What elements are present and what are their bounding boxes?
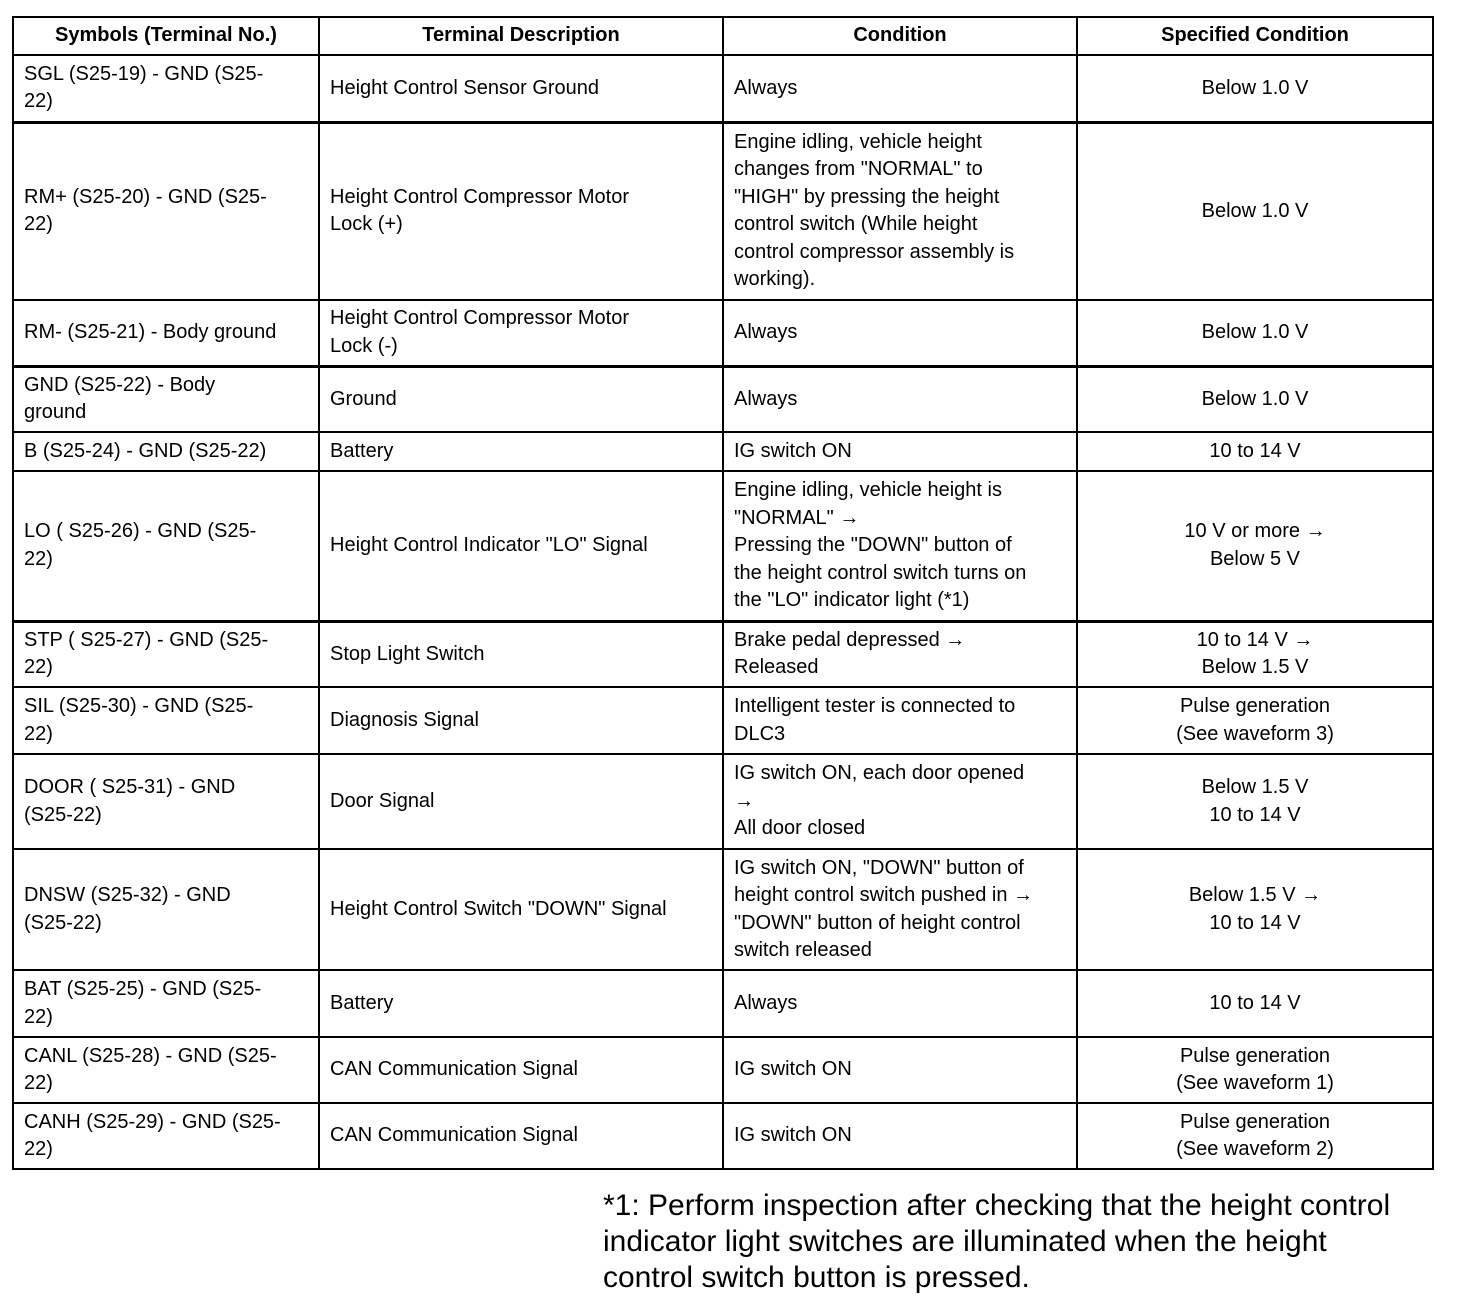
header-condition: Condition: [723, 17, 1077, 55]
cell-specified: Below 1.0 V: [1077, 55, 1433, 122]
cell-symbol: RM- (S25-21) - Body ground: [13, 300, 319, 366]
table-row: [13, 849, 1433, 970]
cell-specified: Pulse generation (See waveform 3): [1077, 687, 1433, 754]
cell-description: Height Control Compressor Motor Lock (-): [319, 300, 723, 366]
cell-symbol: GND (S25-22) - Body ground: [13, 366, 319, 432]
cell-specified: Pulse generation (See waveform 1): [1077, 1037, 1433, 1103]
cell-symbol: STP ( S25-27) - GND (S25- 22): [13, 621, 319, 687]
cell-condition: Intelligent tester is connected to DLC3: [723, 687, 1077, 754]
cell-symbol: DNSW (S25-32) - GND (S25-22): [13, 849, 319, 970]
table-row: [13, 471, 1433, 621]
cell-condition: IG switch ON: [723, 1037, 1077, 1103]
cell-description: Ground: [319, 366, 723, 432]
cell-description: Height Control Indicator "LO" Signal: [319, 471, 723, 621]
table-row: [13, 1103, 1433, 1169]
header-terminal-description: Terminal Description: [319, 17, 723, 55]
cell-specified: Below 1.0 V: [1077, 366, 1433, 432]
cell-symbol: BAT (S25-25) - GND (S25- 22): [13, 970, 319, 1037]
cell-condition: IG switch ON: [723, 1103, 1077, 1169]
cell-specified: Below 1.0 V: [1077, 300, 1433, 366]
cell-description: Stop Light Switch: [319, 621, 723, 687]
table-row: [13, 754, 1433, 849]
cell-specified: Pulse generation (See waveform 2): [1077, 1103, 1433, 1169]
table-row: [13, 55, 1433, 122]
table-row: [13, 1037, 1433, 1103]
table-row: [13, 970, 1433, 1037]
cell-description: Battery: [319, 432, 723, 471]
cell-condition: IG switch ON, each door opened → All door closed: [723, 754, 1077, 849]
cell-description: Height Control Switch "DOWN" Signal: [319, 849, 723, 970]
table-header-row: [13, 17, 1433, 55]
table-row: [13, 122, 1433, 300]
cell-specified: 10 to 14 V: [1077, 970, 1433, 1037]
cell-description: CAN Communication Signal: [319, 1103, 723, 1169]
cell-symbol: SGL (S25-19) - GND (S25- 22): [13, 55, 319, 122]
cell-condition: Engine idling, vehicle height is "NORMAL" → Pressing the "DOWN" button of the height control switch turns on the "LO" indicator light (*1): [723, 471, 1077, 621]
cell-condition: Always: [723, 366, 1077, 432]
cell-symbol: DOOR ( S25-31) - GND (S25-22): [13, 754, 319, 849]
cell-symbol: CANL (S25-28) - GND (S25- 22): [13, 1037, 319, 1103]
cell-specified: Below 1.5 V 10 to 14 V: [1077, 754, 1433, 849]
cell-symbol: SIL (S25-30) - GND (S25- 22): [13, 687, 319, 754]
cell-symbol: B (S25-24) - GND (S25-22): [13, 432, 319, 471]
table-row: [13, 300, 1433, 366]
cell-condition: Brake pedal depressed → Released: [723, 621, 1077, 687]
cell-condition: Always: [723, 55, 1077, 122]
cell-condition: Always: [723, 300, 1077, 366]
cell-symbol: LO ( S25-26) - GND (S25- 22): [13, 471, 319, 621]
table-row: [13, 621, 1433, 687]
cell-specified: Below 1.0 V: [1077, 122, 1433, 300]
cell-specified: 10 to 14 V: [1077, 432, 1433, 471]
cell-condition: Always: [723, 970, 1077, 1037]
cell-condition: IG switch ON: [723, 432, 1077, 471]
table-row: [13, 432, 1433, 471]
cell-description: Height Control Sensor Ground: [319, 55, 723, 122]
header-specified-condition: Specified Condition: [1077, 17, 1433, 55]
table-row: [13, 687, 1433, 754]
cell-specified: 10 to 14 V → Below 1.5 V: [1077, 621, 1433, 687]
cell-description: Battery: [319, 970, 723, 1037]
terminal-spec-table: [12, 16, 1434, 1170]
cell-specified: 10 V or more → Below 5 V: [1077, 471, 1433, 621]
footnote: *1: Perform inspection after checking that the height control indicator light switches are illuminated when the height control switch button is pressed.: [603, 1189, 1391, 1294]
cell-symbol: CANH (S25-29) - GND (S25- 22): [13, 1103, 319, 1169]
cell-description: Diagnosis Signal: [319, 687, 723, 754]
cell-symbol: RM+ (S25-20) - GND (S25- 22): [13, 122, 319, 300]
cell-description: CAN Communication Signal: [319, 1037, 723, 1103]
cell-description: Height Control Compressor Motor Lock (+): [319, 122, 723, 300]
table-row: [13, 366, 1433, 432]
cell-specified: Below 1.5 V → 10 to 14 V: [1077, 849, 1433, 970]
cell-description: Door Signal: [319, 754, 723, 849]
cell-condition: IG switch ON, "DOWN" button of height control switch pushed in → "DOWN" button of height control switch released: [723, 849, 1077, 970]
cell-condition: Engine idling, vehicle height changes from "NORMAL" to "HIGH" by pressing the height control switch (While height control compressor assembly is working).: [723, 122, 1077, 300]
header-symbols: Symbols (Terminal No.): [13, 17, 319, 55]
